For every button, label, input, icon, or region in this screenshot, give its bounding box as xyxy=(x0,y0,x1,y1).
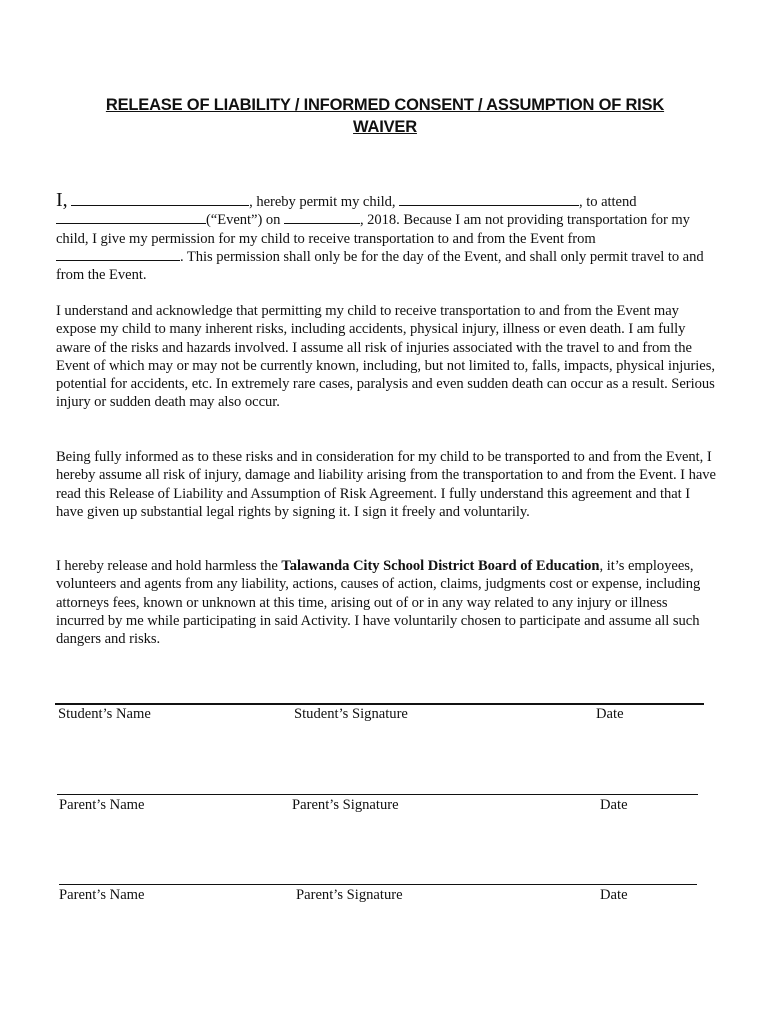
parent-2-name-label: Parent’s Name xyxy=(59,887,145,903)
assumption-paragraph: Being fully informed as to these risks and in consideration for my child to be transported to and from the Event, I hereby assume all risk of injury, damage and liability arising from the transportation to and from the Event. I have read this Release of Liability and Assumption of Risk Agreement. I fully understand this agreement and that I have given up substantial legal rights by signing it. I sign it freely and voluntarily. xyxy=(56,449,716,520)
child-name-blank[interactable] xyxy=(399,193,579,206)
student-signature-label: Student’s Signature xyxy=(294,706,408,722)
parent-2-signature-line[interactable] xyxy=(59,884,697,885)
parent-2-signature-label: Parent’s Signature xyxy=(296,887,403,903)
permission-text-3: (“Event”) on xyxy=(206,212,284,229)
student-date-label: Date xyxy=(596,706,624,722)
release-paragraph xyxy=(56,557,716,648)
title-line-1: RELEASE OF LIABILITY / INFORMED CONSENT / ASSUMPTION OF RISK xyxy=(105,96,665,114)
parent-2-date-label: Date xyxy=(600,887,628,903)
origin-blank[interactable] xyxy=(56,248,180,261)
permission-text-5: . This permission shall only be for the day of the Event, and shall only permit travel to and from the Event. xyxy=(56,248,704,284)
parent-1-signature-line[interactable] xyxy=(57,794,698,795)
permission-text-4: , 2018. Because I am not providing transportation for my child, I give my permission for my child to receive transportation to and from the Event from xyxy=(56,212,690,247)
document-title xyxy=(60,94,710,138)
parent-1-signature-label: Parent’s Signature xyxy=(292,797,399,813)
student-name-label: Student’s Name xyxy=(58,706,151,722)
organization-name: Talawanda City School District Board of Education xyxy=(281,558,600,574)
pronoun-i: I, xyxy=(56,189,68,211)
release-text-pre: I hereby release and hold harmless the xyxy=(56,558,282,574)
permission-text-1: , hereby permit my child, xyxy=(249,194,400,210)
permission-paragraph xyxy=(56,191,716,284)
release-text-post: , it’s employees, volunteers and agents from any liability, actions, causes of action, claims, judgments cost or expense, including attorneys fees, known or unknown at this time, arising out of or in any way related to any injury or illness incurred by me while participating in said Activity. I have voluntarily chosen to participate and assume all such dangers and risks. xyxy=(56,558,701,648)
parent-1-date-label: Date xyxy=(600,797,628,813)
parent-name-blank[interactable] xyxy=(71,193,249,206)
event-date-blank[interactable] xyxy=(284,211,360,224)
parent-1-name-label: Parent’s Name xyxy=(59,797,145,813)
title-line-2: WAIVER xyxy=(353,118,417,136)
student-signature-line[interactable] xyxy=(55,703,704,705)
permission-text-2: , to attend xyxy=(579,194,637,210)
event-name-blank[interactable] xyxy=(56,211,206,224)
risk-paragraph: I understand and acknowledge that permitting my child to receive transportation to and from the Event may expose my child to many inherent risks, including accidents, physical injury, illness or even death. I am fully aware of the risks and hazards involved. I assume all risk of injuries associated with the travel to and from the Event of which may or may not be currently known, including, but not limited to, falls, impacts, physical injuries, potential for accidents, etc. In extremely rare cases, paralysis and even sudden death can occur as a result. Serious injury or sudden death may also occur. xyxy=(56,303,715,411)
